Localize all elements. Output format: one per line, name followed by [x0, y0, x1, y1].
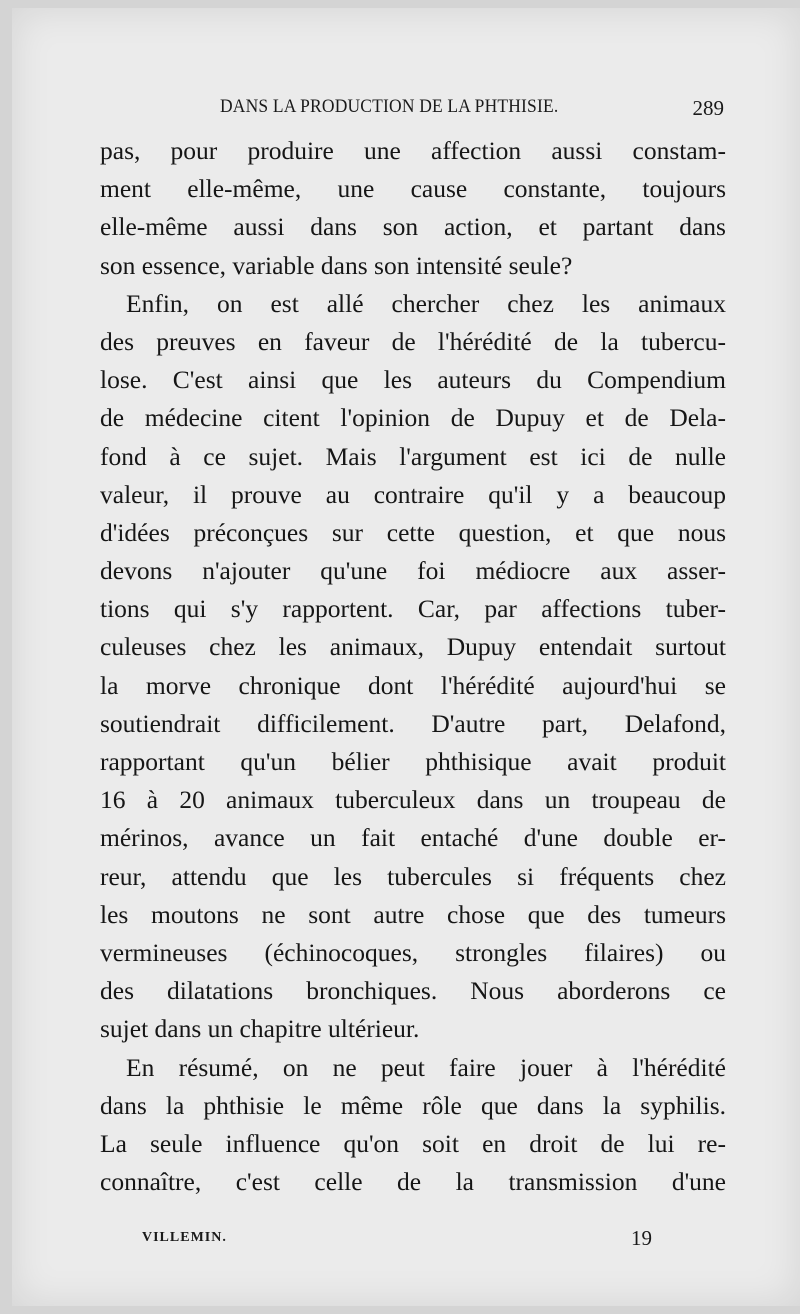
page-footer	[100, 1226, 724, 1256]
text-line: des preuves en faveur de l'hérédité de la tubercu-	[100, 326, 726, 356]
text-line: fond à ce sujet. Mais l'argument est ici de nulle	[100, 441, 726, 471]
text-line: valeur, il prouve au contraire qu'il y a beaucoup	[100, 479, 726, 509]
text-line: elle-même aussi dans son action, et partant dans	[100, 212, 726, 242]
text-line: pas, pour produire une affection aussi constam-	[100, 136, 726, 165]
text-line: En résumé, on ne peut faire jouer à l'hérédité	[126, 1052, 726, 1082]
text-line: les moutons ne sont autre chose que des tumeurs	[100, 899, 726, 929]
text-line: reur, attendu que les tubercules si fréquents chez	[100, 861, 726, 891]
page-header	[100, 96, 724, 126]
text-line: des dilatations bronchiques. Nous aborderons ce	[100, 976, 726, 1006]
text-line: lose. C'est ainsi que les auteurs du Compendium	[100, 365, 726, 395]
text-line: son essence, variable dans son intensité seule?	[100, 250, 573, 280]
signature-mark: VILLEMIN.	[142, 1230, 227, 1245]
text-line: rapportant qu'un bélier phthisique avait produit	[100, 747, 726, 776]
text-line: sujet dans un chapitre ultérieur.	[100, 1014, 420, 1044]
text-line: de médecine citent l'opinion de Dupuy et de Dela-	[100, 403, 726, 433]
text-line: vermineuses (échinocoques, strongles filaires) ou	[100, 937, 726, 967]
text-line: mérinos, avance un fait entaché d'une double er-	[100, 823, 726, 853]
text-line: culeuses chez les animaux, Dupuy entendait surtout	[100, 632, 726, 662]
text-line: La seule influence qu'on soit en droit de lui re-	[100, 1128, 726, 1158]
text-line: devons n'ajouter qu'une foi médiocre aux asser-	[100, 556, 726, 586]
book-page	[12, 8, 800, 1306]
text-line: d'idées préconçues sur cette question, et que nous	[100, 517, 726, 547]
text-line: dans la phthisie le même rôle que dans la syphilis.	[100, 1090, 726, 1120]
text-line: Enfin, on est allé chercher chez les animaux	[126, 288, 726, 318]
text-line: tions qui s'y rapportent. Car, par affections tuber-	[100, 594, 726, 624]
text-line: ment elle-même, une cause constante, toujours	[100, 174, 726, 204]
text-line: connaître, c'est celle de la transmission d'une	[100, 1167, 726, 1197]
page-number: 289	[692, 96, 724, 120]
text-line: 16 à 20 animaux tuberculeux dans un troupeau de	[100, 785, 726, 815]
sheet-number: 19	[631, 1226, 652, 1250]
text-line: soutiendrait difficilement. D'autre part, Delafond,	[100, 708, 726, 738]
body-text	[100, 132, 726, 1201]
running-title: DANS LA PRODUCTION DE LA PHTHISIE.	[220, 96, 559, 117]
text-line: la morve chronique dont l'hérédité aujourd'hui se	[100, 670, 726, 700]
